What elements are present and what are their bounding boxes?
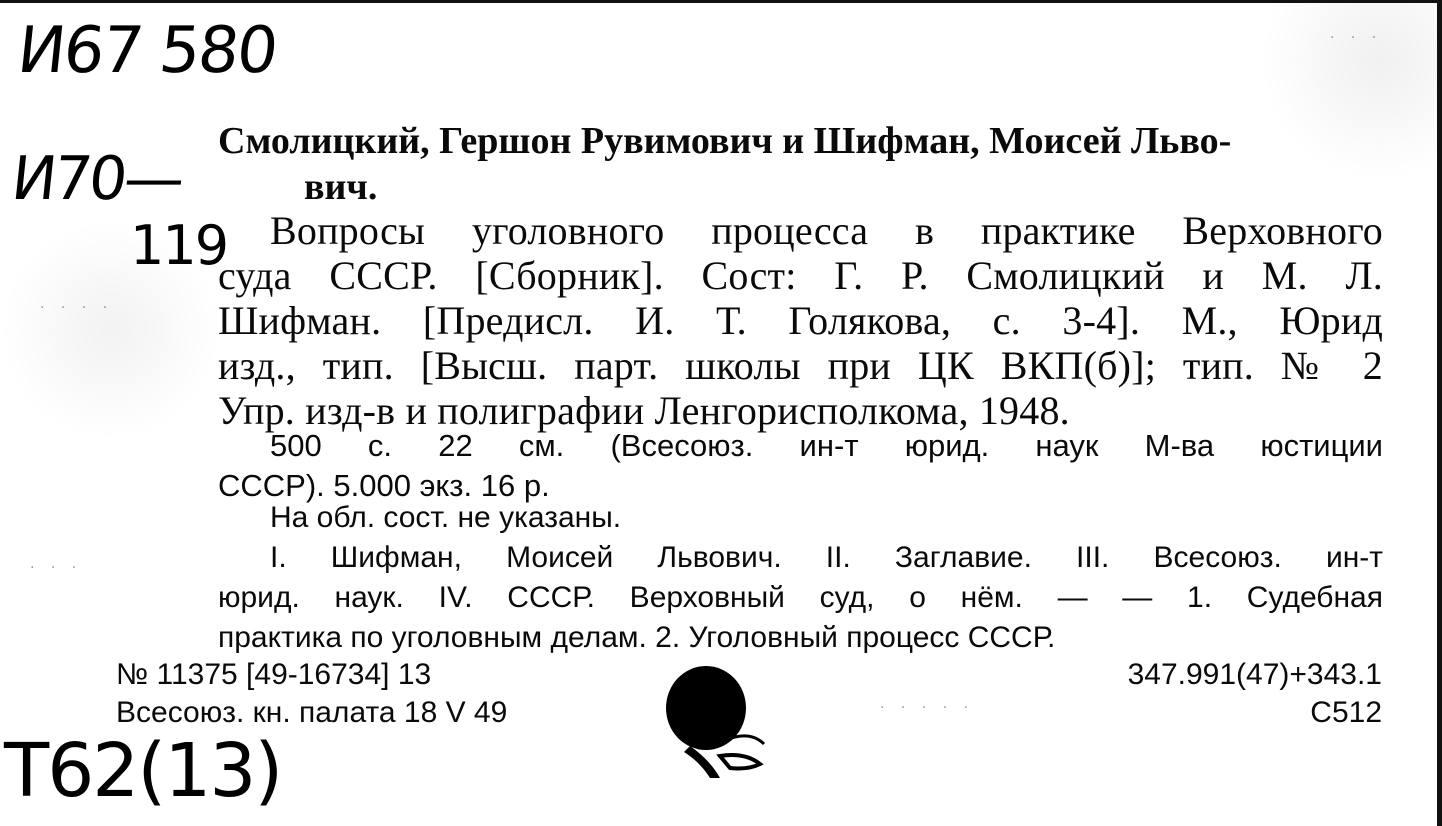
handwritten-third-mark: 119 (130, 214, 228, 277)
footer-left (116, 656, 507, 732)
body-line: суда СССР. [Сборник]. Сост: Г. Р. Смолицкий и М. Л. (218, 253, 1383, 298)
body-line: изд., тип. [Высш. парт. школы при ЦК ВКП(б)]; тип. № 2 (218, 343, 1383, 388)
classification-index: 347.991(47)+343.1 (1127, 658, 1382, 691)
paper-noise: · · · · (40, 300, 114, 316)
author-line-1: Смолицкий, Гершон Рувимович и Шифман, Моисей Льво- (218, 120, 1232, 162)
paper-noise: · · · (1330, 30, 1383, 46)
collation-line: СССР). 5.000 экз. 16 р. (218, 468, 550, 503)
tracing-line: юрид. наук. IV. СССР. Верховный суд, о нём. — — 1. Судебная (218, 581, 1383, 614)
author-mark: С512 (1310, 696, 1382, 729)
body-line: Шифман. [Предисл. И. Т. Голякова, с. 3-4]. М., Юрид (218, 298, 1383, 343)
collation-block (218, 426, 1383, 506)
body-line: Упр. изд-в и полиграфии Ленгорисполкома, 1948. (218, 388, 1070, 433)
handwritten-second-mark: И70— (8, 144, 185, 214)
author-line-2: вич. (304, 166, 378, 208)
tracing-line: I. Шифман, Моисей Львович. II. Заглавие. III. Всесоюз. ин-т (270, 541, 1383, 574)
tracing-line: практика по уголовным делам. 2. Уголовный процесс СССР. (218, 621, 1056, 654)
tracings-block (218, 538, 1383, 658)
paper-noise: · · · (30, 560, 83, 576)
body-line: Вопросы уголовного процесса в практике Верховного (270, 208, 1383, 253)
paper-noise: · · · · · (880, 700, 975, 716)
card-right-edge (1437, 0, 1442, 826)
footer-right (1128, 656, 1382, 732)
book-chamber-date: Всесоюз. кн. палата 18 V 49 (116, 696, 508, 729)
registration-number: № 11375 [49-16734] 13 (116, 658, 432, 691)
collation-line: 500 с. 22 см. (Всесоюз. ин-т юрид. наук М-ва юстиции (270, 428, 1383, 463)
title-imprint-block (218, 208, 1383, 433)
card-top-edge (0, 0, 1442, 3)
handwritten-top-mark: И67 580 (14, 14, 280, 88)
punch-hole-icon (660, 660, 768, 780)
handwritten-bottom-mark: Т62(13) (4, 728, 282, 814)
cover-note: На обл. сост. не указаны. (270, 501, 622, 534)
author-heading (218, 118, 1388, 210)
